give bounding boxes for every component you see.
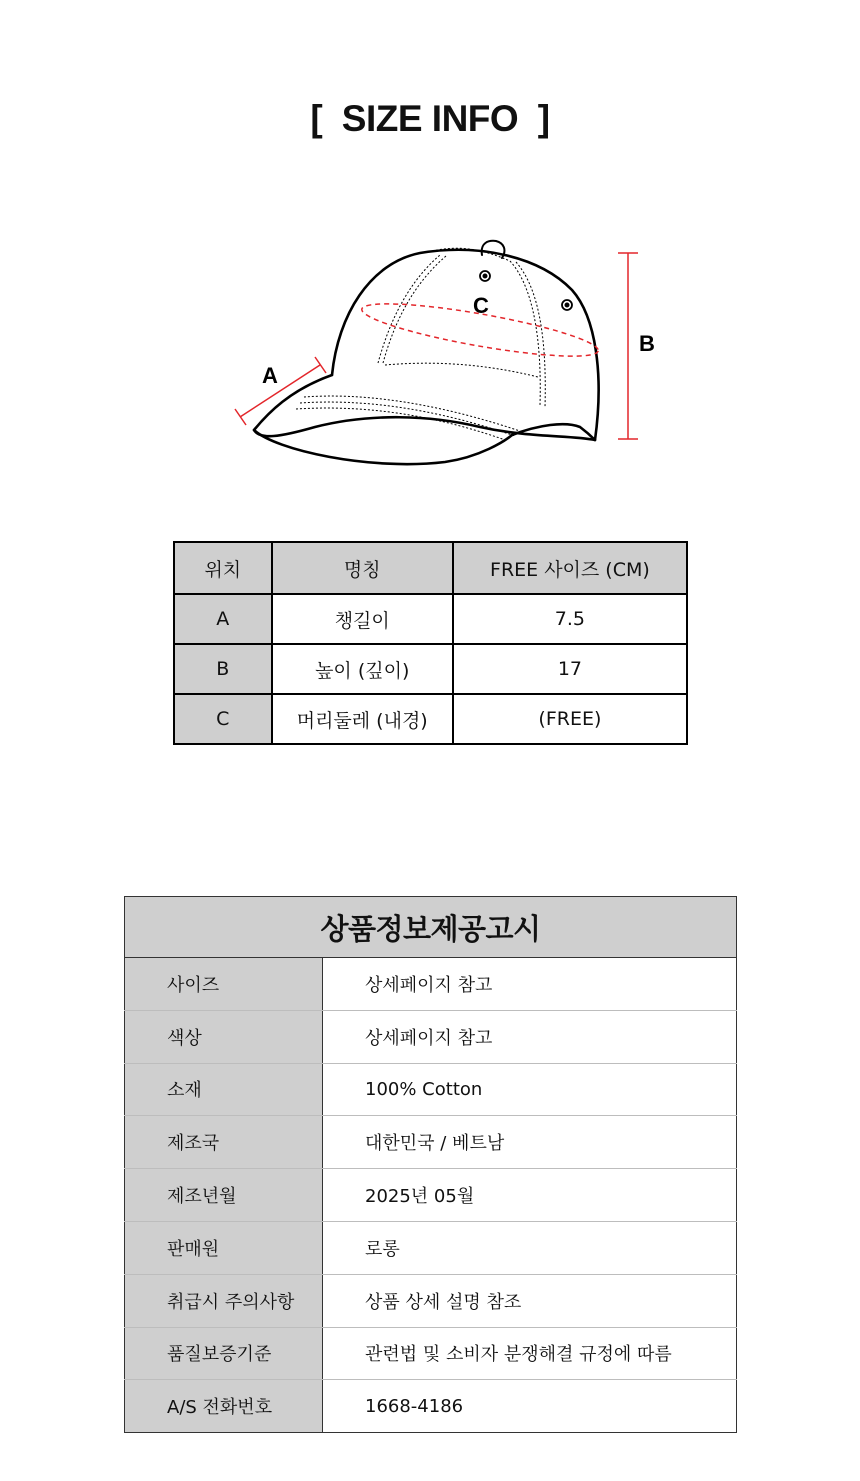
table-row — [125, 1221, 737, 1274]
table-row — [125, 1116, 737, 1169]
table-row — [125, 1380, 737, 1433]
table-row — [125, 958, 737, 1011]
row-value: 17 — [453, 644, 687, 694]
row-position: B — [174, 644, 272, 694]
info-label: 색상 — [125, 1010, 323, 1063]
info-value: 상세페이지 참고 — [323, 958, 737, 1011]
info-value: 상세페이지 참고 — [323, 1010, 737, 1063]
info-value: 2025년 05월 — [323, 1169, 737, 1222]
info-value: 로롱 — [323, 1221, 737, 1274]
cap-stitching — [296, 248, 545, 441]
row-name: 챙길이 — [272, 594, 453, 644]
info-label: A/S 전화번호 — [125, 1380, 323, 1433]
cap-diagram — [220, 235, 680, 475]
info-label: 소재 — [125, 1063, 323, 1116]
table-row — [174, 694, 687, 744]
info-label: 품질보증기준 — [125, 1327, 323, 1380]
info-label: 취급시 주의사항 — [125, 1274, 323, 1327]
info-value: 대한민국 / 베트남 — [323, 1116, 737, 1169]
row-name: 높이 (깊이) — [272, 644, 453, 694]
info-label: 판매원 — [125, 1221, 323, 1274]
label-c: C — [473, 293, 489, 318]
header-name: 명칭 — [272, 542, 453, 594]
info-label: 사이즈 — [125, 958, 323, 1011]
header-position: 위치 — [174, 542, 272, 594]
info-value: 100% Cotton — [323, 1063, 737, 1116]
table-row — [125, 1274, 737, 1327]
label-a: A — [262, 363, 278, 388]
cap-outline — [254, 241, 599, 464]
table-row — [174, 594, 687, 644]
info-value: 상품 상세 설명 참조 — [323, 1274, 737, 1327]
header-free-size: FREE 사이즈 (CM) — [453, 542, 687, 594]
row-name: 머리둘레 (내경) — [272, 694, 453, 744]
label-b: B — [639, 331, 655, 356]
row-value: (FREE) — [453, 694, 687, 744]
page-title: [ SIZE INFO ] — [310, 98, 550, 139]
measure-a-line — [240, 365, 320, 417]
measure-a-cap-left — [235, 409, 246, 425]
info-label: 제조국 — [125, 1116, 323, 1169]
table-row — [125, 1169, 737, 1222]
measure-a-cap-right — [315, 357, 326, 373]
product-info-table — [124, 896, 737, 1433]
info-value: 1668-4186 — [323, 1380, 737, 1433]
product-info-title: 상품정보제공고시 — [125, 897, 737, 958]
size-table-header — [174, 542, 687, 594]
table-row — [174, 644, 687, 694]
measurement-marks — [235, 253, 638, 439]
table-row — [125, 1063, 737, 1116]
table-row — [125, 1327, 737, 1380]
row-position: A — [174, 594, 272, 644]
info-label: 제조년월 — [125, 1169, 323, 1222]
size-table — [173, 541, 688, 745]
table-row — [125, 1010, 737, 1063]
row-value: 7.5 — [453, 594, 687, 644]
row-position: C — [174, 694, 272, 744]
info-value: 관련법 및 소비자 분쟁해결 규정에 따름 — [323, 1327, 737, 1380]
